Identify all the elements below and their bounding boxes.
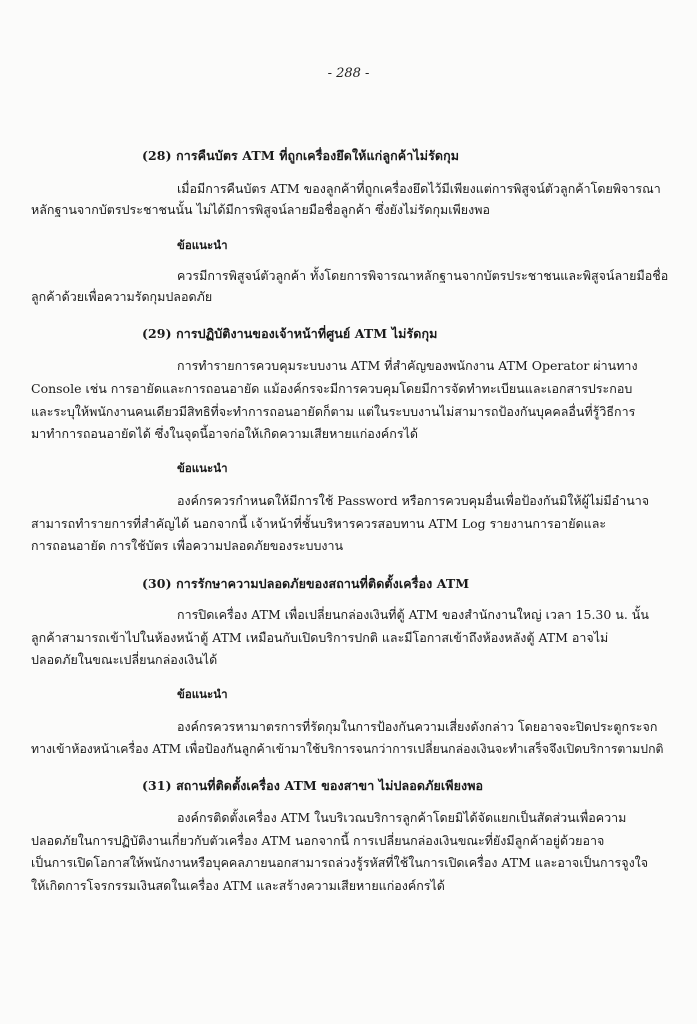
section-28-body-line-1: เมื่อมีการคืนบัตร ATM ของลูกค้าที่ถูกเครื่องยึดไว้มีเพียงแต่การพิสูจน์ตัวลูกค้าโดยพิจารณา	[177, 181, 661, 196]
section-30-heading: (30) การรักษาความปลอดภัยของสถานที่ติดตั้งเครื่อง ATM	[142, 576, 470, 591]
section-29-body-line-2: Console เช่น การอายัดและการถอนอายัด แม้องค์กรจะมีการควบคุมโดยมีการจัดทำทะเบียนและเอกสารประกอบ	[31, 381, 633, 396]
section-29-body-line-3: และระบุให้พนักงานคนเดียวมีสิทธิที่จะทำการถอนอายัดก็ตาม แต่ในระบบงานไม่สามารถป้องกันบุคคลอื่นที่รู้วิธีการ	[31, 404, 636, 419]
section-28-advice-line-1: ควรมีการพิสูจน์ตัวลูกค้า ทั้งโดยการพิจารณาหลักฐานจากบัตรประชาชนและพิสูจน์ลายมือชื่อ	[177, 268, 669, 283]
section-28-heading: (28) การคืนบัตร ATM ที่ถูกเครื่องยึดให้แก่ลูกค้าไม่รัดกุม	[142, 148, 460, 163]
section-29-advice-line-2: สามารถทำรายการที่สำคัญได้ นอกจากนี้ เจ้าหน้าที่ชั้นบริหารควรสอบทาน ATM Log รายงานการอายัดและ	[31, 516, 607, 531]
section-28-body-line-2: หลักฐานจากบัตรประชาชนนั้น ไม่ได้มีการพิสูจน์ลายมือชื่อลูกค้า ซึ่งยังไม่รัดกุมเพียงพอ	[31, 202, 490, 217]
section-29-advice-line-3: การถอนอายัด การใช้บัตร เพื่อความปลอดภัยของระบบงาน	[31, 538, 344, 553]
section-30-advice-label: ข้อแนะนำ	[177, 687, 228, 701]
section-30-advice-line-2: ทางเข้าห้องหน้าเครื่อง ATM เพื่อป้องกันลูกค้าเข้ามาใช้บริการจนกว่าการเปลี่ยนกล่องเงินจะทำเสร็จจึงเปิดบริการตามปกติ	[31, 742, 664, 756]
section-30-advice-line-1: องค์กรควรหามาตรการที่รัดกุมในการป้องกันความเสี่ยงดังกล่าว โดยอาจจะปิดประตูกระจก	[177, 719, 658, 734]
section-29-body-line-4: มาทำการถอนอายัดได้ ซึ่งในจุดนี้อาจก่อให้เกิดความเสียหายแก่องค์กรได้	[31, 426, 418, 441]
section-28-advice-line-2: ลูกค้าด้วยเพื่อความรัดกุมปลอดภัย	[31, 289, 213, 304]
section-29-advice-line-1: องค์กรควรกำหนดให้มีการใช้ Password หรือการควบคุมอื่นเพื่อป้องกันมิให้ผู้ไม่มีอำนาจ	[177, 493, 650, 508]
section-31-body-line-1: องค์กรติดตั้งเครื่อง ATM ในบริเวณบริการลูกค้าโดยมิได้จัดแยกเป็นสัดส่วนเพื่อความ	[177, 810, 627, 825]
section-29-advice-label: ข้อแนะนำ	[177, 461, 228, 475]
section-31-body-line-4: ให้เกิดการโจรกรรมเงินสดในเครื่อง ATM และสร้างความเสียหายแก่องค์กรได้	[31, 878, 445, 893]
section-30-body-line-1: การปิดเครื่อง ATM เพื่อเปลี่ยนกล่องเงินที่ตู้ ATM ของสำนักงานใหญ่ เวลา 15.30 น. นั้น	[177, 607, 649, 622]
section-28-advice-label: ข้อแนะนำ	[177, 238, 228, 252]
page-number: - 288 -	[327, 66, 370, 81]
section-31-body-line-3: เป็นการเปิดโอกาสให้พนักงานหรือบุคคลภายนอกสามารถล่วงรู้รหัสที่ใช้ในการเปิดเครื่อง ATM และอาจเป็นการจูงใจ	[31, 855, 649, 870]
section-30-body-line-2: ลูกค้าสามารถเข้าไปในห้องหน้าตู้ ATM เหมือนกับเปิดบริการปกติ และมีโอกาสเข้าถึงห้องหลังตู้ ATM อาจไม่	[31, 630, 609, 645]
section-29-body-line-1: การทำรายการควบคุมระบบงาน ATM ที่สำคัญของพนักงาน ATM Operator ผ่านทาง	[177, 358, 638, 373]
section-30-body-line-3: ปลอดภัยในขณะเปลี่ยนกล่องเงินได้	[31, 652, 218, 667]
section-31-heading: (31) สถานที่ติดตั้งเครื่อง ATM ของสาขา ไม่ปลอดภัยเพียงพอ	[142, 778, 484, 793]
section-29-heading: (29) การปฏิบัติงานของเจ้าหน้าที่ศูนย์ ATM ไม่รัดกุม	[142, 326, 438, 341]
section-31-body-line-2: ปลอดภัยในการปฏิบัติงานเกี่ยวกับตัวเครื่อง ATM นอกจากนี้ การเปลี่ยนกล่องเงินขณะที่ยังมีลูกค้าอยู่ด้วยอาจ	[31, 833, 605, 848]
